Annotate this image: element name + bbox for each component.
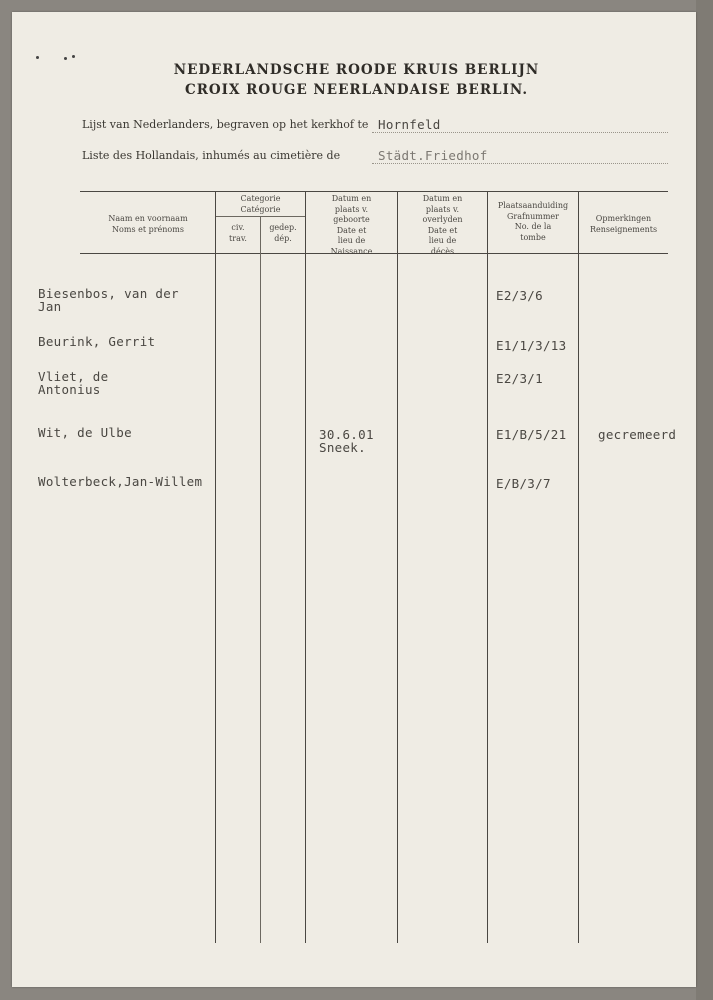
ink-speck	[64, 57, 67, 60]
col-header-birth-line: lieu de	[337, 236, 366, 245]
column-divider	[487, 191, 488, 943]
col-header-name-nl: Naam en voornaam	[108, 214, 188, 223]
row-name: Biesenbos, van der	[38, 286, 179, 301]
row-grave-number: E1/1/3/13	[496, 338, 567, 353]
ink-speck	[72, 55, 75, 58]
cemetery-label-french: Liste des Hollandais, inhumés au cimetière de	[82, 149, 341, 162]
row-name: Wolterbeck,Jan-Willem	[38, 474, 203, 489]
col-header-death	[398, 194, 487, 257]
col-header-death-line: plaats v.	[425, 204, 460, 214]
row-grave-number: E/B/3/7	[496, 476, 551, 491]
col-header-category-fr: Catégorie	[240, 204, 281, 214]
col-header-grave-line: No. de la	[514, 222, 552, 231]
table-top-rule	[80, 191, 668, 192]
col-header-deported-nl: gedep.	[269, 223, 297, 232]
col-header-birth-line: Naissance	[330, 246, 373, 256]
column-divider	[215, 191, 216, 943]
cemetery-line-french	[372, 163, 668, 164]
col-header-name-fr: Noms et prénoms	[112, 224, 184, 234]
category-divider	[216, 216, 306, 217]
col-header-remarks	[579, 214, 668, 235]
col-header-death-line: Datum en	[422, 194, 463, 203]
row-name: Beurink, Gerrit	[38, 334, 156, 349]
row-grave-number: E2/3/1	[496, 371, 543, 386]
col-header-grave-line: Plaatsaanduiding	[497, 201, 569, 210]
col-header-death-line: Date et	[427, 225, 458, 235]
col-header-birth-line: Datum en	[331, 194, 372, 203]
column-divider	[260, 216, 261, 943]
cemetery-label-dutch: Lijst van Nederlanders, begraven op het kerkhof te	[82, 118, 369, 131]
column-divider	[578, 191, 579, 943]
col-header-birth-line: Date et	[336, 225, 367, 235]
row-birth-place: Sneek.	[319, 440, 366, 455]
col-header-birth-line: geboorte	[333, 215, 370, 224]
col-header-grave-line: tombe	[520, 232, 546, 242]
col-header-grave	[488, 201, 578, 243]
col-header-death-line: décès	[430, 246, 455, 256]
col-header-death-line: lieu de	[428, 236, 457, 245]
col-header-remarks-fr: Renseignements	[589, 224, 658, 234]
ink-speck	[36, 56, 39, 59]
col-header-name	[82, 214, 214, 235]
row-grave-number: E2/3/6	[496, 288, 543, 303]
col-header-birth-line: plaats v.	[334, 204, 369, 214]
col-header-category-nl: Categorie	[240, 194, 281, 203]
row-remarks: gecremeerd	[598, 427, 677, 442]
col-header-death-line: overlyden	[422, 215, 463, 224]
row-name: Wit, de Ulbe	[38, 425, 132, 440]
cemetery-value-french: Städt.Friedhof	[378, 148, 488, 163]
col-header-birth	[306, 194, 397, 257]
col-header-deported-fr: dép.	[274, 233, 292, 243]
col-header-civ	[216, 223, 260, 244]
col-header-civ-fr: trav.	[229, 233, 247, 243]
title-dutch: NEDERLANDSCHE ROODE KRUIS BERLIJN	[173, 62, 540, 78]
col-header-civ-nl: civ.	[231, 223, 245, 232]
row-name-continued: Jan	[38, 299, 62, 314]
col-header-remarks-nl: Opmerkingen	[595, 214, 652, 223]
col-header-deported	[261, 223, 305, 244]
row-grave-number: E1/B/5/21	[496, 427, 567, 442]
row-name: Vliet, de	[38, 369, 109, 384]
row-name-continued: Antonius	[38, 382, 101, 397]
column-divider	[397, 191, 398, 943]
col-header-grave-line: Grafnummer	[507, 211, 559, 221]
title-french: CROIX ROUGE NEERLANDAISE BERLIN.	[184, 82, 529, 98]
scan-edge	[696, 0, 713, 1000]
col-header-category	[216, 194, 305, 215]
cemetery-value-dutch: Hornfeld	[378, 117, 441, 132]
column-divider	[305, 191, 306, 943]
row-birth-date: 30.6.01	[319, 427, 374, 442]
cemetery-line-dutch	[372, 132, 668, 133]
